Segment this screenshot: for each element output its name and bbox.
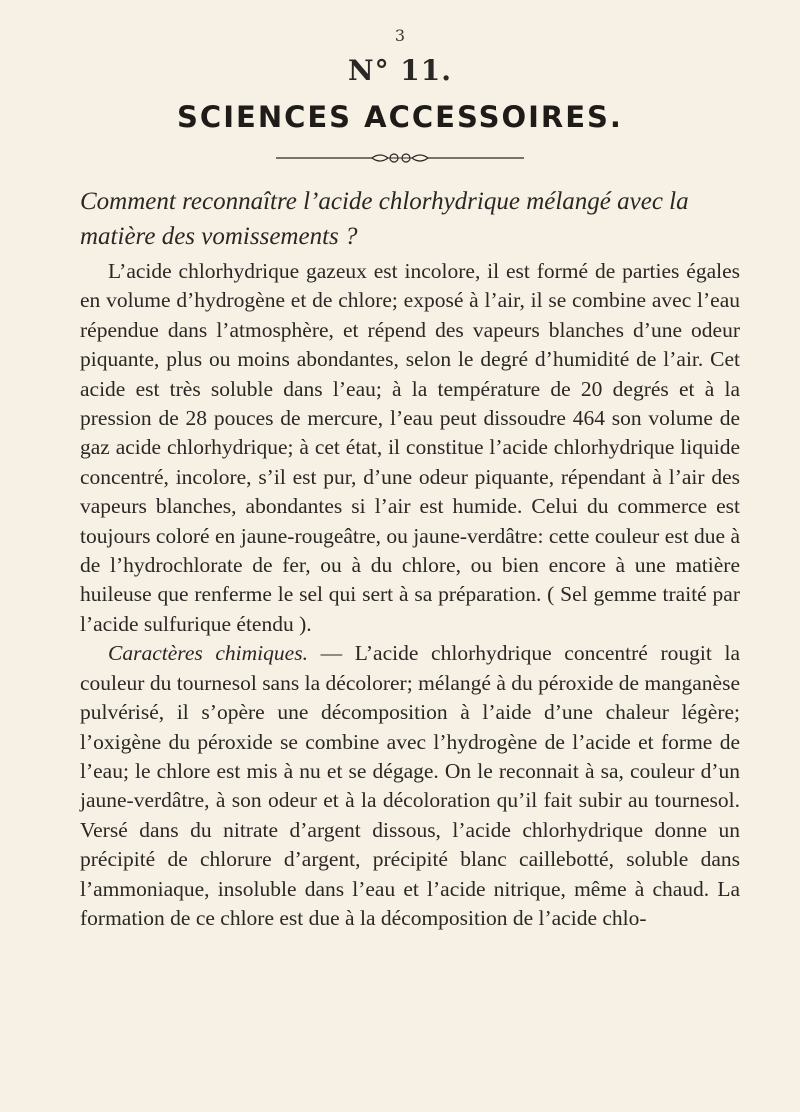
issue-number: N° 11.	[347, 54, 453, 87]
page-number: 3	[394, 26, 406, 45]
caracteres-label: Caractères chimiques.	[108, 641, 308, 666]
paragraph-2-text: — L’acide chlorhydrique concentré rougit la couleur du tournesol sans la décolorer; mélangé à du péroxide de manganèse pulvérisé, il s’opère une décomposition à l’aide d’une chaleur légère; l’oxigène du péroxide se combine avec l’hydrogène de l’acide et forme de l’eau; le chlore est mis à nu et se dégage. On le reconnait à sa, couleur d’un jaune-verdâtre, à son odeur et à la décoloration qu’il fait subir au tournesol. Versé dans du nitrate d’argent dissous, l’acide chlorhydrique donne un précipité de chlorure d’argent, précipité blanc caillebotté, soluble dans l’ammoniaque, insoluble dans l’eau et l’acide nitrique, même à chaud. La formation de ce chlore est due à la décomposition de l’acide chlo-	[80, 641, 741, 930]
body-text	[80, 257, 740, 933]
paragraph-1: L’acide chlorhydrique gazeux est incolore, il est formé de parties égales en volume d’hydrogène et de chlore; exposé à l’air, il se combine avec l’eau répendue dans l’atmosphère, et répend des vapeurs blanches d’une odeur piquante, plus ou moins abondantes, selon le degré d’humidité de l’air. Cet acide est très soluble dans l’eau; à la température de 20 degrés et à la pression de 28 pouces de mercure, l’eau peut dissoudre 464 son volume de gaz acide chlorhydrique; à cet état, il constitue l’acide chlorhydrique liquide concentré, incolore, s’il est pur, d’une odeur piquante, répendant à l’air des vapeurs blanches, abondantes si l’air est humide. Celui du commerce est toujours coloré en jaune-rougeâtre, ou jaune-verdâtre: cette couleur est due à de l’hydrochlorate de fer, ou à du chlore, ou bien encore à une matière huileuse que renferme le sel qui sert à sa préparation. ( Sel gemme traité par l’acide sulfurique étendu ).	[80, 259, 740, 636]
section-title: SCIENCES ACCESSOIRES.	[177, 100, 623, 134]
paragraph-2	[80, 639, 740, 933]
ornament-rule-icon	[276, 150, 524, 166]
question-heading: Comment reconnaître l’acide chlorhydrique mélangé avec la matière des vomissements ?	[80, 188, 689, 250]
